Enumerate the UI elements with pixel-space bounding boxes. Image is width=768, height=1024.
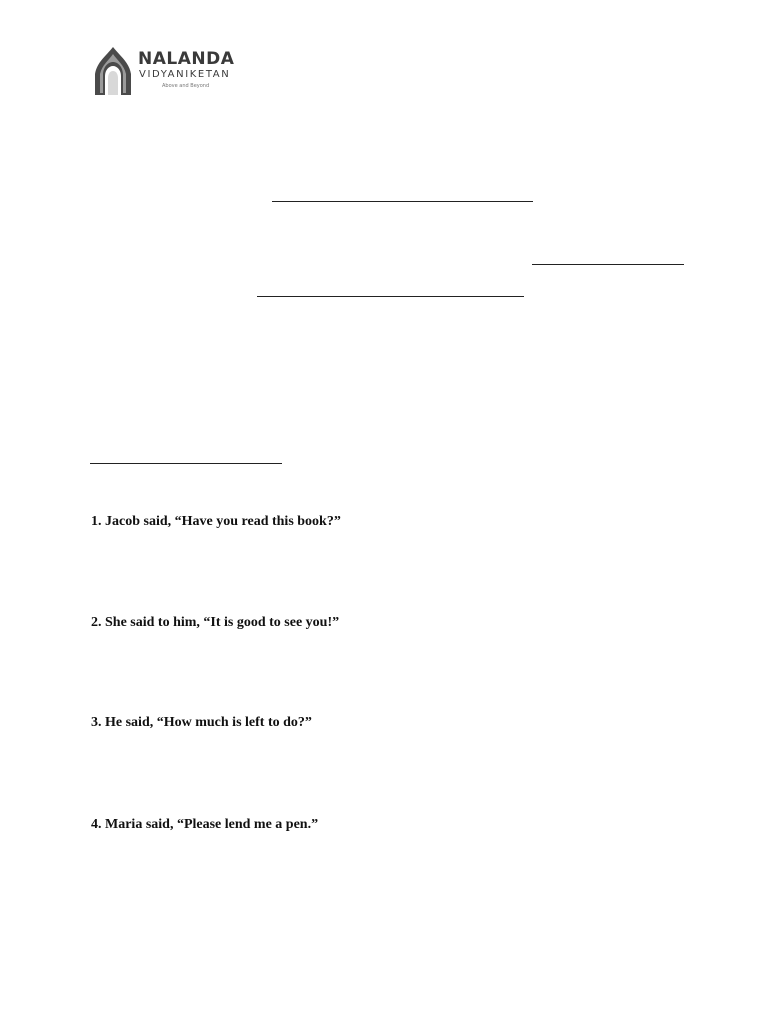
question-1: 1. Jacob said, “Have you read this book?”	[91, 514, 341, 529]
question-3: 3. He said, “How much is left to do?”	[91, 715, 312, 730]
section-heading-underline	[90, 463, 282, 464]
logo-tagline: Above and Beyond	[162, 83, 210, 89]
question-2: 2. She said to him, “It is good to see you!”	[91, 615, 340, 630]
temple-arch-icon	[92, 46, 134, 96]
title-underline	[272, 201, 533, 202]
instruction-underline-right	[532, 264, 684, 265]
instruction-underline	[257, 296, 524, 297]
logo-name: NALANDA	[138, 49, 235, 69]
school-logo	[92, 44, 242, 98]
question-4: 4. Maria said, “Please lend me a pen.”	[91, 817, 319, 832]
logo-subname: VIDYANIKETAN	[139, 69, 231, 80]
